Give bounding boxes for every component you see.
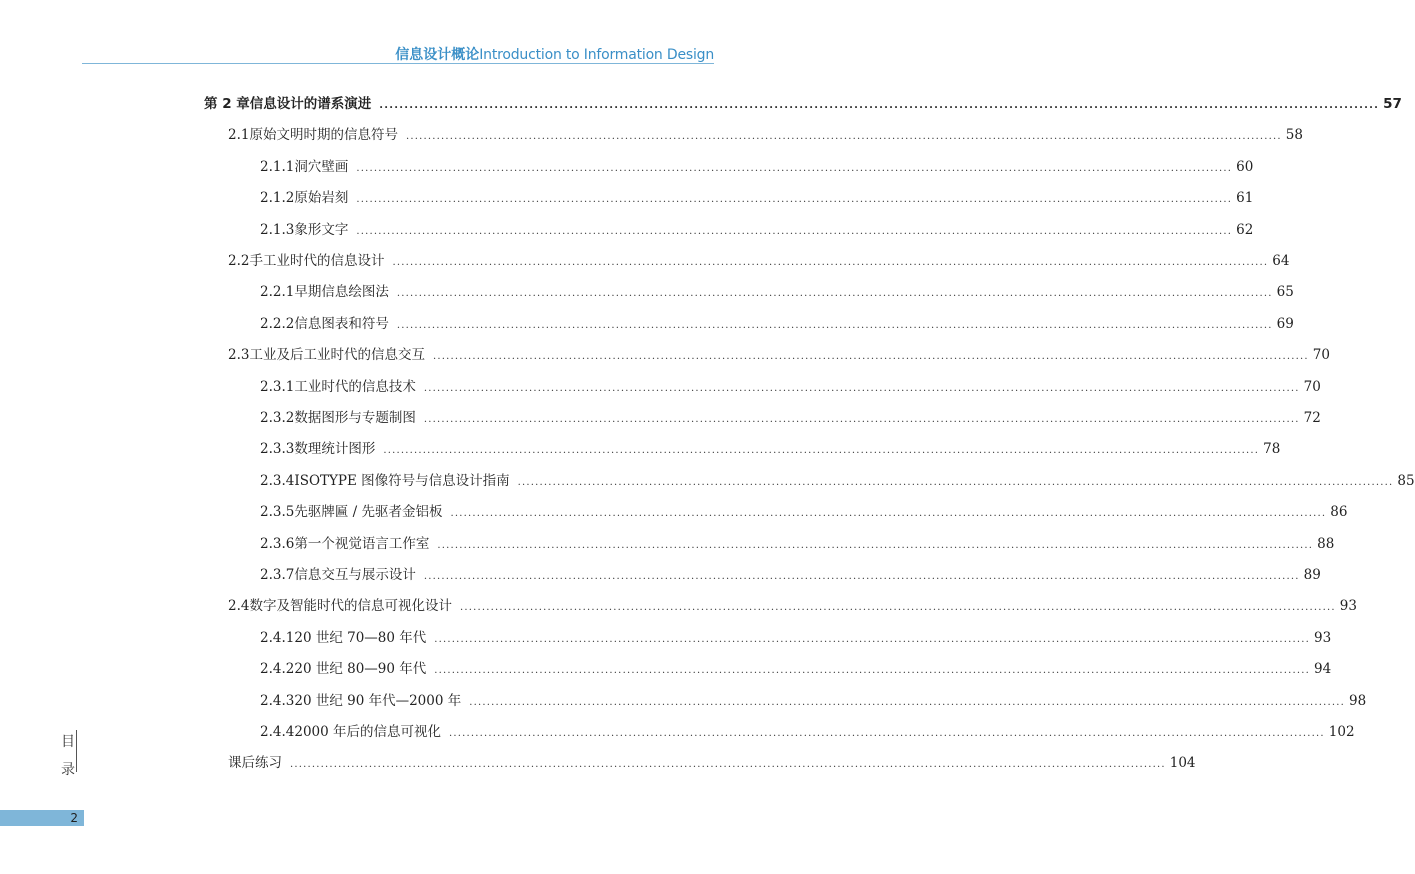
toc-entry-page: 72: [1303, 410, 1321, 426]
toc-entry-page: 93: [1314, 629, 1332, 646]
toc-entry-number: 2.1.1: [260, 158, 295, 175]
toc-leader-dots: ........................................................................................................................................................................................................: [437, 539, 1314, 551]
toc-entry-number: 2.4.3: [260, 692, 295, 709]
toc-leader-dots: ........................................................................................................................................................................................................: [450, 508, 1327, 520]
book-title: [395, 44, 714, 64]
toc-leader-dots: ........................................................................................................................................................................................................: [356, 225, 1233, 237]
toc-entry-page: 69: [1276, 315, 1294, 332]
toc-entry-number: 2.1.3: [260, 221, 295, 238]
toc-entry[interactable]: [260, 375, 1321, 397]
toc-entry[interactable]: [260, 155, 1254, 177]
toc-entry[interactable]: [260, 186, 1254, 208]
toc-entry-title: 先驱牌匾 / 先驱者金铝板: [294, 504, 443, 521]
toc-entry-page: 85: [1397, 472, 1415, 489]
toc-leader-dots: ........................................................................................................................................................................................................: [517, 476, 1394, 488]
toc-entry[interactable]: [204, 92, 1402, 114]
toc-leader-dots: ........................................................................................................................................................................................................: [405, 131, 1282, 143]
page-header: [0, 0, 800, 70]
toc-entry-number: 2.3.2: [260, 410, 295, 426]
toc-entry[interactable]: [260, 280, 1294, 302]
toc-leader-dots: ........................................................................................................................................................................................................: [423, 414, 1300, 425]
toc-leader-dots: ........................................................................................................................................................................................................: [356, 194, 1233, 206]
toc-entry-page: 78: [1263, 441, 1281, 458]
toc-entry-number: 2.1: [228, 127, 250, 144]
toc-entry-number: 2.3.6: [260, 535, 295, 552]
toc-entry-title: 信息图表和符号: [294, 315, 389, 332]
toc-entry-number: 2.1.2: [260, 190, 295, 207]
toc-entry-page: 61: [1236, 190, 1254, 207]
toc-leader-dots: ........................................................................................................................................................................................................: [432, 351, 1309, 363]
toc-entry[interactable]: [260, 657, 1332, 679]
toc-entry-number: 2.2.2: [260, 315, 295, 332]
toc-entry-page: 64: [1272, 253, 1290, 269]
toc-leader-dots: ........................................................................................................................................................................................................: [392, 257, 1269, 268]
toc-entry-title: 原始文明时期的信息符号: [249, 127, 398, 144]
toc-entry[interactable]: [260, 689, 1367, 711]
page-number: 2: [70, 811, 78, 825]
toc-leader-dots: ........................................................................................................................................................................................................: [434, 633, 1311, 645]
toc-entry-number: 2.3.4: [260, 472, 295, 489]
toc-entry-title: 数字及智能时代的信息可视化设计: [249, 598, 452, 615]
toc-entry[interactable]: [260, 406, 1321, 428]
toc-entry-title: 数据图形与专题制图: [294, 410, 416, 426]
toc-entry[interactable]: [260, 218, 1254, 240]
toc-entry-page: 57: [1383, 96, 1402, 112]
toc-leader-dots: ........................................................................................................................................................................................................: [396, 319, 1273, 331]
toc-leader-dots: ........................................................................................................................................................................................................: [356, 162, 1233, 174]
toc-entry-page: 88: [1317, 535, 1335, 552]
toc-entry-page: 58: [1285, 127, 1303, 144]
toc-entry-title: 20 世纪 70—80 年代: [294, 629, 427, 646]
toc-leader-dots: ........................................................................................................................................................................................................: [459, 602, 1336, 614]
toc-entry-number: 2.4.4: [260, 724, 295, 740]
toc-leader-dots: ........................................................................................................................................................................................................: [423, 571, 1300, 582]
toc-entry-page: 98: [1349, 692, 1367, 709]
toc-leader-dots: ........................................................................................................................................................................................................: [290, 759, 1166, 771]
toc-entry-page: 94: [1314, 661, 1332, 678]
toc-entry-page: 93: [1339, 598, 1357, 615]
toc-entry-title: 课后练习: [228, 755, 282, 772]
toc-entry[interactable]: [260, 312, 1294, 334]
toc-entry-title: 20 世纪 90 年代—2000 年: [294, 692, 462, 709]
toc-entry-title: 信息设计的谱系演进: [249, 96, 372, 112]
toc-entry[interactable]: [260, 532, 1335, 554]
toc-entry-page: 65: [1276, 284, 1294, 301]
toc-entry-page: 70: [1312, 347, 1330, 364]
book-title-en: Introduction to Information Design: [479, 47, 714, 63]
toc-entry-title: 原始岩刻: [294, 190, 349, 207]
toc-entry-title: 工业时代的信息技术: [294, 378, 416, 395]
toc-entry[interactable]: [260, 720, 1355, 742]
toc-entry-page: 104: [1169, 755, 1196, 772]
toc-entry[interactable]: [260, 437, 1281, 459]
toc-entry-number: 2.3.5: [260, 504, 295, 521]
toc-entry-page: 86: [1330, 504, 1348, 521]
toc-entry-number: 2.4: [228, 598, 250, 615]
toc-entry-title: 信息交互与展示设计: [294, 567, 416, 583]
toc-entry[interactable]: [228, 249, 1290, 271]
toc-leader-dots: ........................................................................................................................................................................................................: [434, 665, 1311, 677]
toc-entry-title: 工业及后工业时代的信息交互: [249, 347, 425, 364]
toc-leader-dots: ........................................................................................................................................................................................................: [396, 288, 1273, 300]
side-label-char-2: 录: [61, 762, 75, 778]
toc-entry-page: 70: [1303, 378, 1321, 395]
toc-entry-title: 2000 年后的信息可视化: [294, 724, 442, 740]
page-number-bar: [0, 810, 84, 826]
toc-entry-number: 第 2 章: [204, 96, 250, 112]
toc-entry-title: 第一个视觉语言工作室: [294, 535, 430, 552]
toc-leader-dots: ........................................................................................................................................................................................................: [379, 100, 1380, 111]
toc-entry[interactable]: [228, 594, 1357, 616]
toc-entry-page: 89: [1303, 567, 1321, 583]
toc-entry-number: 2.3: [228, 347, 250, 364]
toc-entry-page: 62: [1236, 221, 1254, 238]
toc-entry[interactable]: [228, 123, 1303, 145]
toc-entry-number: 2.2.1: [260, 284, 295, 301]
toc-entry-title: 20 世纪 80—90 年代: [294, 661, 427, 678]
toc-entry-number: 2.3.3: [260, 441, 295, 458]
toc-entry-number: 2.3.7: [260, 567, 295, 583]
toc-entry[interactable]: [260, 563, 1321, 585]
toc-entry[interactable]: [228, 343, 1330, 365]
toc-entry-number: 2.3.1: [260, 378, 295, 395]
toc-entry-title: 手工业时代的信息设计: [249, 253, 385, 269]
book-title-cn: 信息设计概论: [395, 47, 480, 63]
toc-entry[interactable]: [260, 500, 1348, 522]
toc-leader-dots: ........................................................................................................................................................................................................: [383, 445, 1260, 457]
side-label-char-1: 目: [61, 734, 75, 750]
toc-entry-title: ISOTYPE 图像符号与信息设计指南: [294, 472, 510, 489]
toc-entry[interactable]: [260, 469, 1415, 491]
toc-entry[interactable]: [260, 626, 1332, 648]
toc-entry-title: 数理统计图形: [294, 441, 376, 458]
toc-entry-page: 102: [1328, 724, 1355, 740]
toc-entry-number: 2.2: [228, 253, 250, 269]
toc-leader-dots: ........................................................................................................................................................................................................: [469, 696, 1345, 708]
toc-leader-dots: ........................................................................................................................................................................................................: [449, 728, 1325, 739]
toc-entry-title: 洞穴壁画: [294, 158, 349, 175]
toc-entry-title: 象形文字: [294, 221, 349, 238]
header-rule: [82, 63, 714, 64]
toc-entry-title: 早期信息绘图法: [294, 284, 389, 301]
toc-leader-dots: ........................................................................................................................................................................................................: [423, 382, 1300, 394]
side-divider: [76, 730, 77, 772]
toc-entry[interactable]: [228, 751, 1196, 773]
toc-entry-number: 2.4.1: [260, 629, 295, 646]
toc-entry-number: 2.4.2: [260, 661, 295, 678]
side-label: [60, 728, 76, 784]
toc-entry-page: 60: [1236, 158, 1254, 175]
